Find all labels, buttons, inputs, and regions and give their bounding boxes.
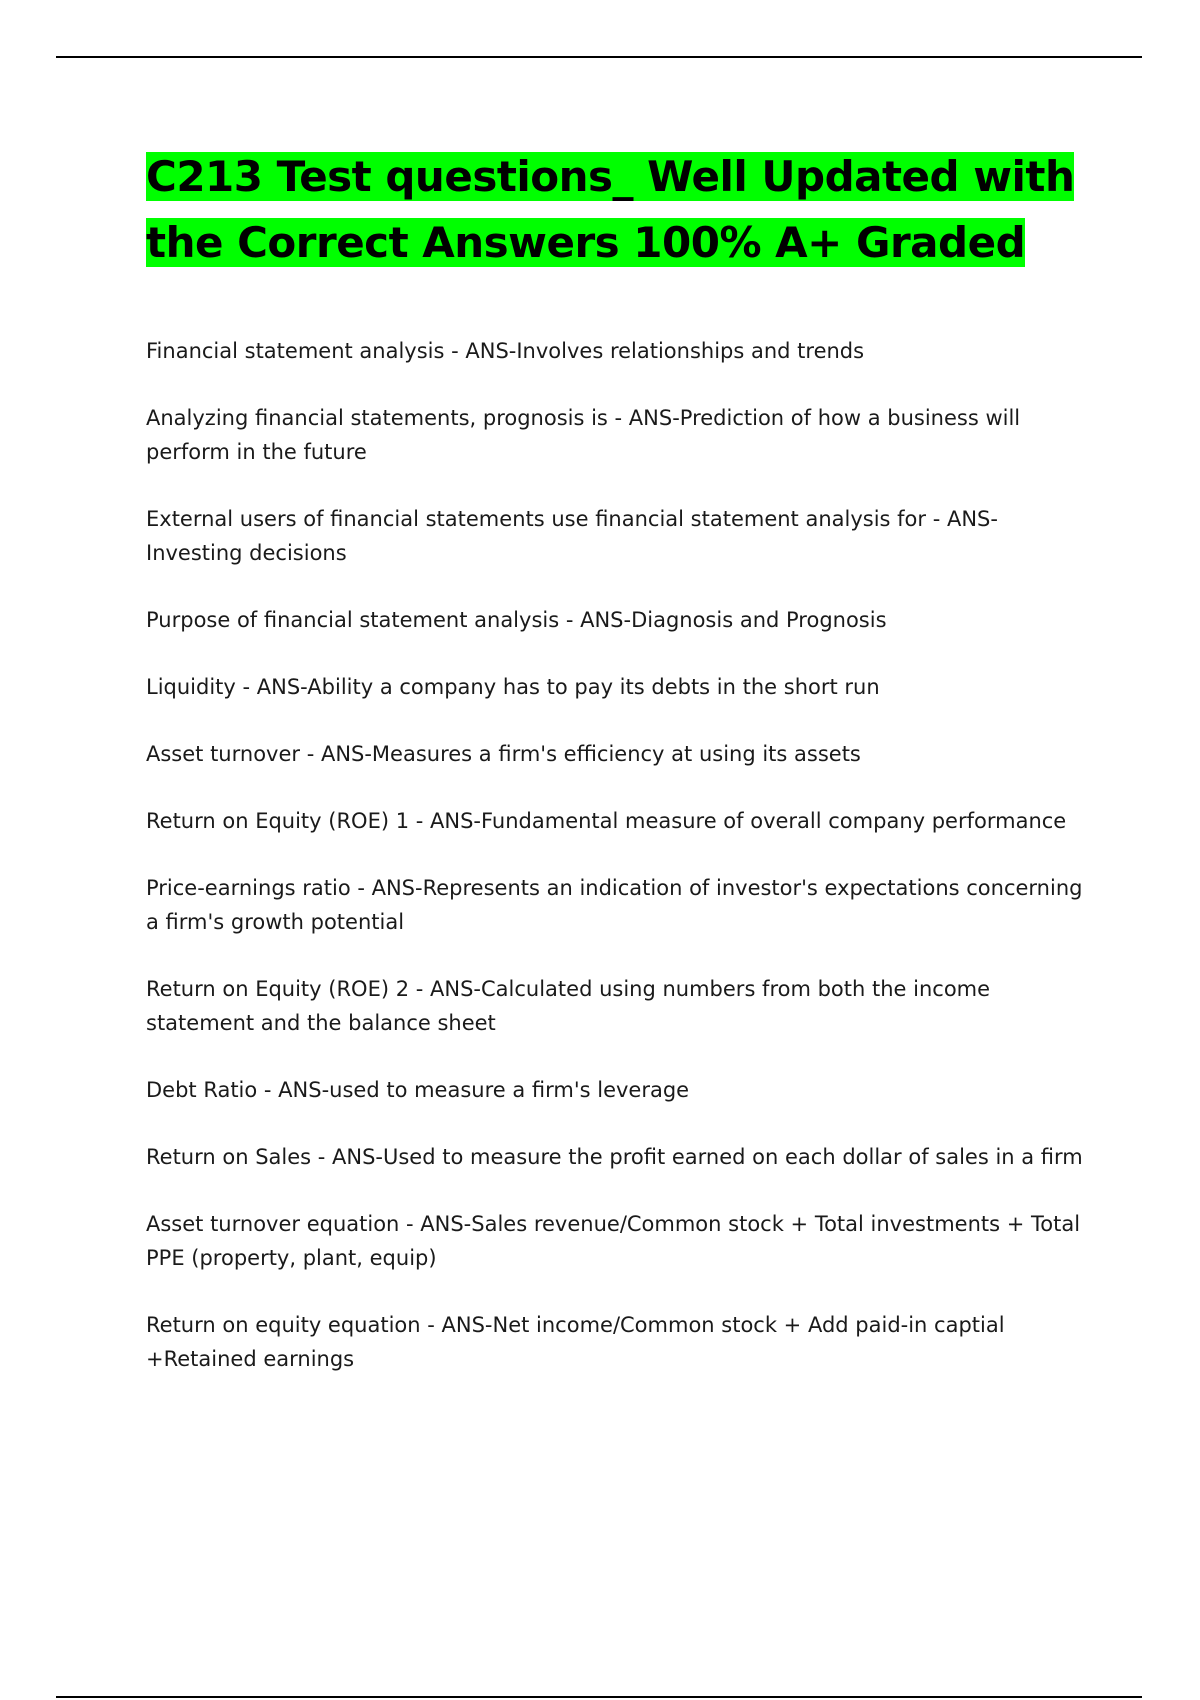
qa-item: Price-earnings ratio - ANS-Represents an indication of investor's expectations concerning a firm's growth potential (146, 876, 1083, 934)
qa-item: Debt Ratio - ANS-used to measure a firm's leverage (146, 1078, 690, 1102)
qa-item: Liquidity - ANS-Ability a company has to pay its debts in the short run (146, 675, 880, 699)
qa-item: Asset turnover equation - ANS-Sales revenue/Common stock + Total investments + Total PPE (property, plant, equip) (146, 1212, 1081, 1270)
document-title-text: C213 Test questions_ Well Updated with the Correct Answers 100% A+ Graded (146, 152, 1075, 267)
header-rule (56, 56, 1142, 58)
footer-rule (56, 1696, 1142, 1698)
document-title (146, 144, 1086, 276)
document-body (146, 144, 1086, 1409)
qa-item: Asset turnover - ANS-Measures a firm's efficiency at using its assets (146, 742, 861, 766)
qa-item: Analyzing financial statements, prognosis is - ANS-Prediction of how a business will perform in the future (146, 406, 1021, 464)
qa-item: Return on Equity (ROE) 2 - ANS-Calculated using numbers from both the income statement and the balance sheet (146, 977, 991, 1035)
qa-item: Return on Equity (ROE) 1 - ANS-Fundamental measure of overall company performance (146, 809, 1067, 833)
qa-list (146, 334, 1086, 1376)
qa-item: Purpose of financial statement analysis - ANS-Diagnosis and Prognosis (146, 608, 887, 632)
qa-item: Return on equity equation - ANS-Net income/Common stock + Add paid-in captial +Retained earnings (146, 1313, 1005, 1371)
qa-item: Return on Sales - ANS-Used to measure the profit earned on each dollar of sales in a firm (146, 1145, 1083, 1169)
qa-item: Financial statement analysis - ANS-Involves relationships and trends (146, 339, 865, 363)
qa-item: External users of financial statements use financial statement analysis for - ANS-Investing decisions (146, 507, 998, 565)
